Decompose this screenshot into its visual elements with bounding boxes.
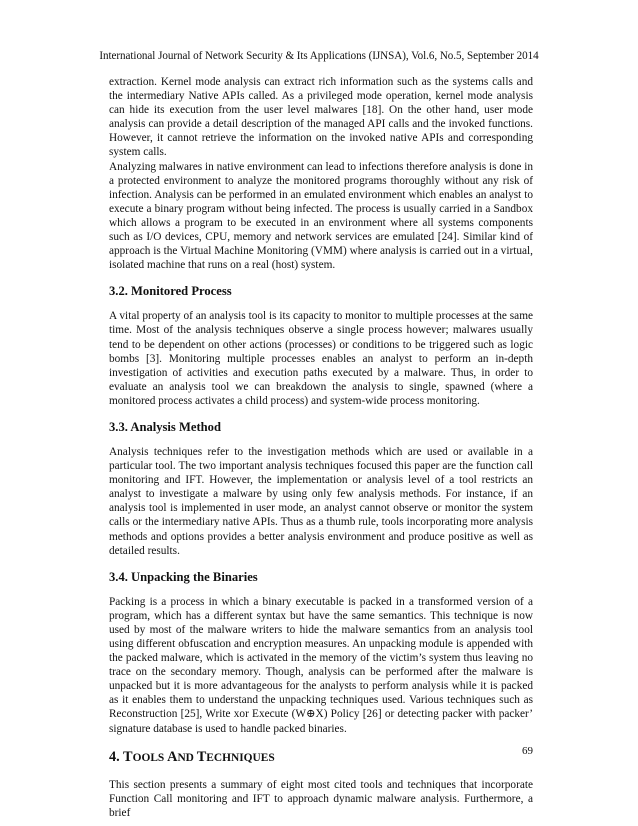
running-header: International Journal of Network Security & Its Applications (IJNSA), Vol.6, No.5, September 2014 [99, 50, 539, 62]
paragraph-analysis-method: Analysis techniques refer to the investigation methods which are used or available in a particular tool. The two important analysis techniques focused this paper are the function call monitoring and IFT. However, the implementation or analysis level of a tool restricts an analyst to investigate a malware by using only few analysis methods. For instance, if an analysis tool is implemented in user mode, an analyst cannot observe or monitor the system calls or the intermediary native APIs. Thus as a thumb rule, tools incorporating more analysis methods and options provides a better analysis environment and produce positive as well as detailed results. [109, 445, 533, 557]
page-number: 69 [522, 745, 533, 757]
chapter-heading-tools-techniques [109, 748, 533, 767]
section-heading-monitored-process: 3.2. Monitored Process [109, 284, 232, 299]
chapter-number: 4. [109, 748, 124, 765]
paragraph-unpacking-binaries: Packing is a process in which a binary executable is packed in a transformed version of a program, which has a different syntax but have the same semantics. This technique is now used by most of the malware writers to hide the malware semantics from an analysis tool using different obfuscation and encryption measures. An unpacking module is appended with the packed malware, which is activated in the memory of the victim’s system thus leaving no trace on the secondary memory. Though, analysis can be performed after the malware is unpacked but it is more advantageous for the analysts to perform analysis while it is packed as it enables them to understand the unpacking techniques used. Various techniques such as Reconstruction [25], Write xor Execute (W⊕X) Policy [26] or detecting packer with packer’ signature database is used to handle packed binaries. [109, 595, 533, 735]
heading-letter-a: A [167, 748, 178, 765]
paragraph-monitored-process: A vital property of an analysis tool is its capacity to monitor to multiple processes at the same time. Most of the analysis techniques observe a single process however; malwares usually tend to be dependent on other actions (processes) or conditions to be triggered such as logic bombs [3]. Monitoring multiple processes enables an analyst to perform an in-depth investigation of activities and execution paths executed by a malware. Thus, in order to evaluate an analysis tool we can breakdown the analysis to single, spawned (where a monitored process activates a child process) and system-wide process monitoring. [109, 310, 533, 407]
paragraph-kernel-mode: extraction. Kernel mode analysis can extract rich information such as the systems calls and the intermediary Native APIs called. As a privileged mode operation, kernel mode analysis can hide its execution from the user level malwares [18]. On the other hand, user mode analysis can provide a detail description of the managed API calls and the invoked functions. However, it cannot retrieve the information on the invoked native APIs and corresponding system calls. [109, 76, 533, 159]
paragraph-tools-techniques: This section presents a summary of eight most cited tools and techniques that incorporate Function Call monitoring and IFT to approach dynamic malware analysis. Furthermore, a brief [109, 778, 533, 819]
section-heading-analysis-method: 3.3. Analysis Method [109, 419, 221, 434]
heading-letter-t2: T [196, 748, 207, 765]
heading-small-caps-echniques: ECHNIQUES [206, 751, 275, 764]
section-heading-unpacking-binaries: 3.4. Unpacking the Binaries [109, 569, 258, 584]
page-body [109, 75, 533, 820]
paragraph-native-environment: Analyzing malwares in native environment can lead to infections therefore analysis is done in a protected environment to analyze the monitored programs thoroughly without any risk of infection. Analysis can be performed in an emulated environment which enables an analyst to execute a binary program without being infected. The process is usually carried in a Sandbox which allows a program to be executed in an environment where all systems components such as I/O devices, CPU, memory and network services are emulated [24]. Similar kind of approach is the Virtual Machine Monitoring (VMM) where analysis is carried out in a virtual, isolated machine that runs on a real (host) system. [109, 160, 533, 272]
heading-small-caps-nd: ND [177, 751, 197, 764]
heading-letter-t: T [123, 748, 133, 765]
heading-small-caps-ools: OOLS [132, 751, 168, 764]
